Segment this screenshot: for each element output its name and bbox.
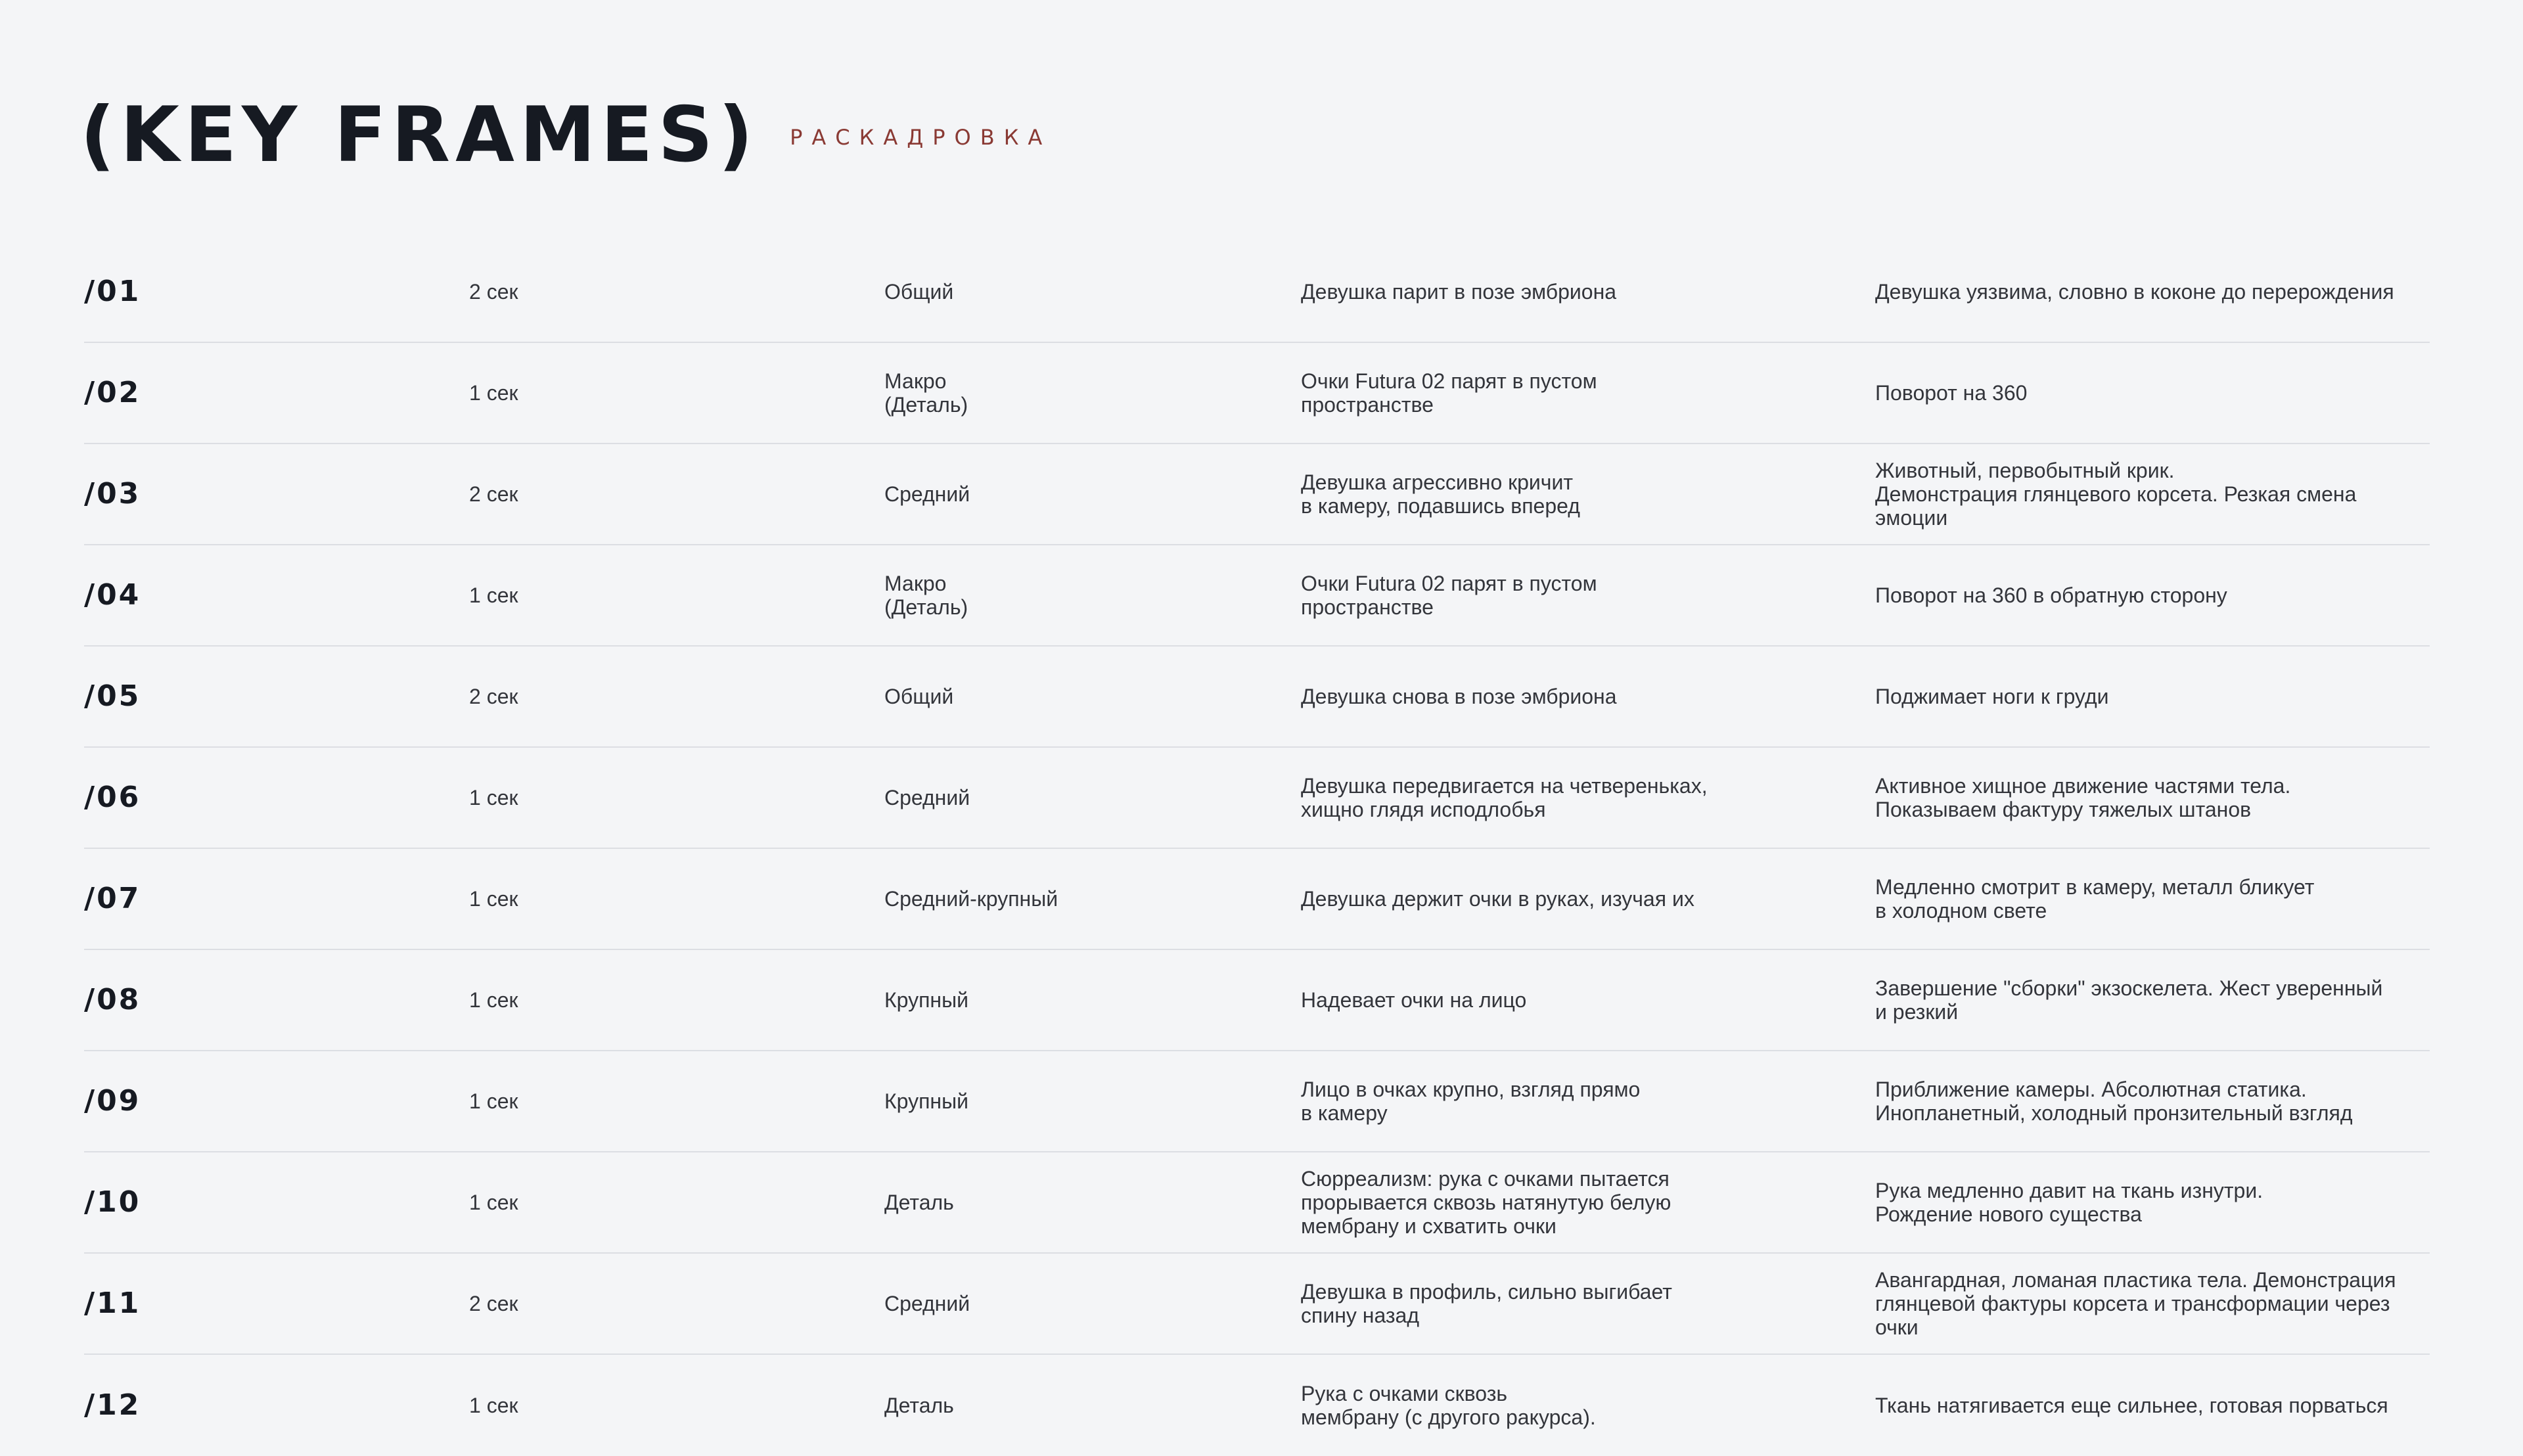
frame-description: Надевает очки на лицо bbox=[1301, 988, 1527, 1012]
frame-notes: Авангардная, ломаная пластика тела. Демонстрация глянцевой фактуры корсета и трансформации через очки bbox=[1875, 1268, 2396, 1339]
frame-notes: Поворот на 360 bbox=[1875, 381, 2028, 405]
frame-notes: Завершение "сборки" экзоскелета. Жест уверенный и резкий bbox=[1875, 976, 2383, 1024]
frame-number: /03 bbox=[84, 477, 141, 511]
page-title: (KEY FRAMES) bbox=[80, 91, 759, 179]
table-row bbox=[84, 1051, 2430, 1152]
frame-shot-type: Средний bbox=[884, 786, 970, 809]
table-row bbox=[84, 343, 2430, 444]
frame-shot-type: Деталь bbox=[884, 1394, 954, 1417]
frame-shot-type: Макро (Деталь) bbox=[884, 369, 968, 417]
frame-duration: 2 сек bbox=[469, 685, 518, 708]
frame-notes: Поворот на 360 в обратную сторону bbox=[1875, 583, 2227, 607]
frame-duration: 2 сек bbox=[469, 1292, 518, 1315]
frame-number: /02 bbox=[84, 376, 141, 409]
frame-notes: Животный, первобытный крик. Демонстрация глянцевого корсета. Резкая смена эмоции bbox=[1875, 459, 2357, 530]
table-row bbox=[84, 849, 2430, 950]
frame-shot-type: Деталь bbox=[884, 1191, 954, 1214]
frame-shot-type: Крупный bbox=[884, 988, 968, 1012]
frame-notes: Девушка уязвима, словно в коконе до перерождения bbox=[1875, 280, 2394, 304]
table-row bbox=[84, 1152, 2430, 1254]
page-header bbox=[80, 91, 1052, 179]
table-row bbox=[84, 1355, 2430, 1456]
frame-shot-type: Крупный bbox=[884, 1089, 968, 1113]
frame-duration: 1 сек bbox=[469, 988, 518, 1012]
frame-description: Сюрреализм: рука с очками пытается прорывается сквозь натянутую белую мембрану и схватить очки bbox=[1301, 1167, 1671, 1238]
frame-number: /08 bbox=[84, 983, 141, 1016]
frame-number: /09 bbox=[84, 1084, 141, 1118]
frame-number: /10 bbox=[84, 1185, 141, 1219]
frame-shot-type: Средний-крупный bbox=[884, 887, 1058, 911]
frame-number: /05 bbox=[84, 679, 141, 713]
storyboard-table bbox=[84, 242, 2430, 1456]
frame-notes: Приближение камеры. Абсолютная статика. Инопланетный, холодный пронзительный взгляд bbox=[1875, 1078, 2353, 1125]
table-row bbox=[84, 647, 2430, 748]
frame-description: Очки Futura 02 парят в пустом пространстве bbox=[1301, 572, 1597, 619]
frame-notes: Медленно смотрит в камеру, металл бликует в холодном свете bbox=[1875, 875, 2315, 922]
frame-duration: 2 сек bbox=[469, 280, 518, 304]
frame-notes: Рука медленно давит на ткань изнутри. Рождение нового существа bbox=[1875, 1179, 2263, 1226]
frame-number: /12 bbox=[84, 1388, 141, 1422]
table-row bbox=[84, 242, 2430, 343]
frame-description: Лицо в очках крупно, взгляд прямо в камеру bbox=[1301, 1078, 1641, 1125]
frame-number: /11 bbox=[84, 1286, 141, 1320]
frame-shot-type: Средний bbox=[884, 482, 970, 506]
frame-number: /06 bbox=[84, 781, 141, 814]
frame-description: Очки Futura 02 парят в пустом пространстве bbox=[1301, 369, 1597, 417]
frame-notes: Ткань натягивается еще сильнее, готовая порваться bbox=[1875, 1394, 2388, 1417]
frame-notes: Поджимает ноги к груди bbox=[1875, 685, 2109, 708]
frame-description: Девушка передвигается на четвереньках, хищно глядя исподлобья bbox=[1301, 774, 1708, 821]
frame-duration: 2 сек bbox=[469, 482, 518, 506]
frame-number: /04 bbox=[84, 578, 141, 612]
frame-description: Девушка парит в позе эмбриона bbox=[1301, 280, 1617, 304]
frame-number: /01 bbox=[84, 275, 141, 308]
frame-notes: Активное хищное движение частями тела. Показываем фактуру тяжелых штанов bbox=[1875, 774, 2291, 821]
table-row bbox=[84, 1254, 2430, 1355]
frame-duration: 1 сек bbox=[469, 1089, 518, 1113]
frame-description: Девушка агрессивно кричит в камеру, подавшись вперед bbox=[1301, 470, 1580, 518]
table-row bbox=[84, 748, 2430, 849]
frame-duration: 1 сек bbox=[469, 1191, 518, 1214]
frame-description: Девушка в профиль, сильно выгибает спину назад bbox=[1301, 1280, 1672, 1327]
frame-duration: 1 сек bbox=[469, 583, 518, 607]
frame-duration: 1 сек bbox=[469, 887, 518, 911]
table-row bbox=[84, 545, 2430, 647]
table-row bbox=[84, 444, 2430, 545]
frame-description: Девушка снова в позе эмбриона bbox=[1301, 685, 1617, 708]
frame-duration: 1 сек bbox=[469, 786, 518, 809]
frame-description: Девушка держит очки в руках, изучая их bbox=[1301, 887, 1694, 911]
table-row bbox=[84, 950, 2430, 1051]
frame-description: Рука с очками сквозь мембрану (с другого ракурса). bbox=[1301, 1382, 1596, 1429]
frame-number: /07 bbox=[84, 882, 141, 915]
frame-duration: 1 сек bbox=[469, 381, 518, 405]
frame-duration: 1 сек bbox=[469, 1394, 518, 1417]
frame-shot-type: Общий bbox=[884, 685, 954, 708]
page-subtitle: РАСКАДРОВКА bbox=[790, 125, 1052, 150]
frame-shot-type: Макро (Деталь) bbox=[884, 572, 968, 619]
frame-shot-type: Общий bbox=[884, 280, 954, 304]
frame-shot-type: Средний bbox=[884, 1292, 970, 1315]
